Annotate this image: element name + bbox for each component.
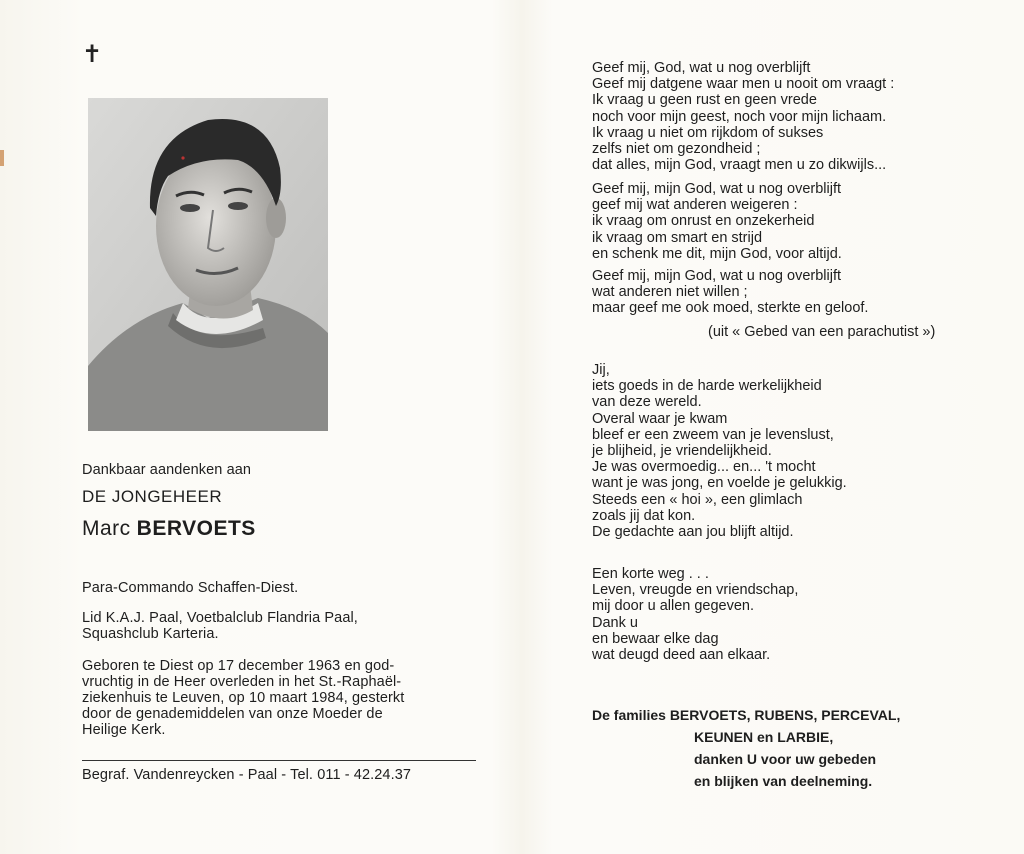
- biography: [82, 658, 478, 738]
- thanks-line: Dank u: [592, 614, 638, 631]
- printer-line: Begraf. Vandenreycken - Paal - Tel. 011 - 42.24.37: [82, 767, 412, 783]
- tribute-line: zoals jij dat kon.: [592, 507, 696, 524]
- prayer-stanza-2: [592, 181, 992, 262]
- prayer-line: ik vraag om smart en strijd: [592, 229, 763, 246]
- clubs: [82, 610, 482, 642]
- prayer-line: geef mij wat anderen weigeren :: [592, 197, 798, 214]
- bio-line: ziekenhuis te Leuven, op 10 maart 1984, gesterkt: [82, 690, 405, 706]
- prayer-stanza-3: [592, 268, 992, 317]
- tribute-line: De gedachte aan jou blijft altijd.: [592, 524, 794, 541]
- divider: [82, 760, 476, 761]
- bio-line: Geboren te Diest op 17 december 1963 en god-: [82, 658, 395, 674]
- tribute-line: Steeds een « hoi », een glimlach: [592, 491, 803, 508]
- prayer-line: Geef mij, mijn God, wat u nog overblijft: [592, 181, 842, 197]
- prayer-line: Geef mij, God, wat u nog overblijft: [592, 60, 811, 76]
- title-jongeheer: DE JONGEHEER: [82, 487, 223, 506]
- thanks-line: wat deugd deed aan elkaar.: [592, 647, 771, 664]
- prayer-stanza-1: [592, 60, 992, 173]
- cross-icon: ✝: [82, 40, 103, 68]
- thanks-line: Een korte weg . . .: [592, 566, 709, 582]
- families-line-1: De families BERVOETS, RUBENS, PERCEVAL,: [592, 707, 901, 723]
- prayer-source: (uit « Gebed van een parachutist »): [708, 324, 936, 340]
- tribute-poem: [592, 362, 992, 540]
- families-line-3: danken U voor uw gebeden: [694, 751, 877, 767]
- prayer-line: dat alles, mijn God, vraagt men u zo dikwijls...: [592, 157, 887, 174]
- prayer-line: en schenk me dit, mijn God, voor altijd.: [592, 245, 842, 262]
- portrait-illustration: [88, 98, 328, 431]
- deceased-name: [82, 517, 482, 540]
- prayer-line: wat anderen niet willen ;: [592, 284, 748, 301]
- prayer-line: Geef mij, mijn God, wat u nog overblijft: [592, 268, 842, 284]
- memory-line: Dankbaar aandenken aan: [82, 462, 252, 478]
- bio-line: door de genademiddelen van onze Moeder de: [82, 706, 383, 722]
- prayer-line: Geef mij datgene waar men u nooit om vraagt :: [592, 76, 895, 93]
- tribute-line: iets goeds in de harde werkelijkheid: [592, 378, 822, 395]
- prayer-line: zelfs niet om gezondheid ;: [592, 141, 761, 158]
- clubs-line: Squashclub Karteria.: [82, 626, 219, 642]
- prayer-line: noch voor mijn geest, noch voor mijn lichaam.: [592, 108, 887, 125]
- thanks-line: mij door u allen gegeven.: [592, 598, 755, 615]
- clubs-line: Lid K.A.J. Paal, Voetbalclub Flandria Paal,: [82, 610, 358, 626]
- thanks-poem: [592, 566, 992, 663]
- families-line-2: KEUNEN en LARBIE,: [694, 729, 834, 745]
- tribute-line: je blijheid, je vriendelijkheid.: [592, 443, 772, 460]
- bio-line: vruchtig in de Heer overleden in het St.-Raphaël-: [82, 674, 402, 690]
- prayer-line: ik vraag om onrust en onzekerheid: [592, 213, 815, 230]
- tribute-line: Overal waar je kwam: [592, 410, 728, 427]
- last-name: BERVOETS: [136, 517, 256, 540]
- prayer-line: Ik vraag u niet om rijkdom of sukses: [592, 124, 824, 141]
- paper-stain: [0, 150, 4, 166]
- tribute-line: Je was overmoedig... en... 't mocht: [592, 459, 816, 476]
- prayer-line: Ik vraag u geen rust en geen vrede: [592, 92, 817, 109]
- portrait-photo: [88, 98, 328, 431]
- tribute-line: van deze wereld.: [592, 394, 702, 411]
- tribute-line: Jij,: [592, 362, 610, 378]
- tribute-line: want je was jong, en voelde je gelukkig.: [592, 475, 847, 492]
- families-line-4: en blijken van deelneming.: [694, 773, 873, 789]
- prayer-line: maar geef me ook moed, sterkte en geloof.: [592, 300, 869, 317]
- thanks-line: en bewaar elke dag: [592, 630, 719, 647]
- unit-line: Para-Commando Schaffen-Diest.: [82, 580, 299, 596]
- bio-line: Heilige Kerk.: [82, 722, 166, 738]
- first-name: Marc: [82, 517, 131, 540]
- tribute-line: bleef er een zweem van je levenslust,: [592, 426, 834, 443]
- thanks-line: Leven, vreugde en vriendschap,: [592, 582, 799, 599]
